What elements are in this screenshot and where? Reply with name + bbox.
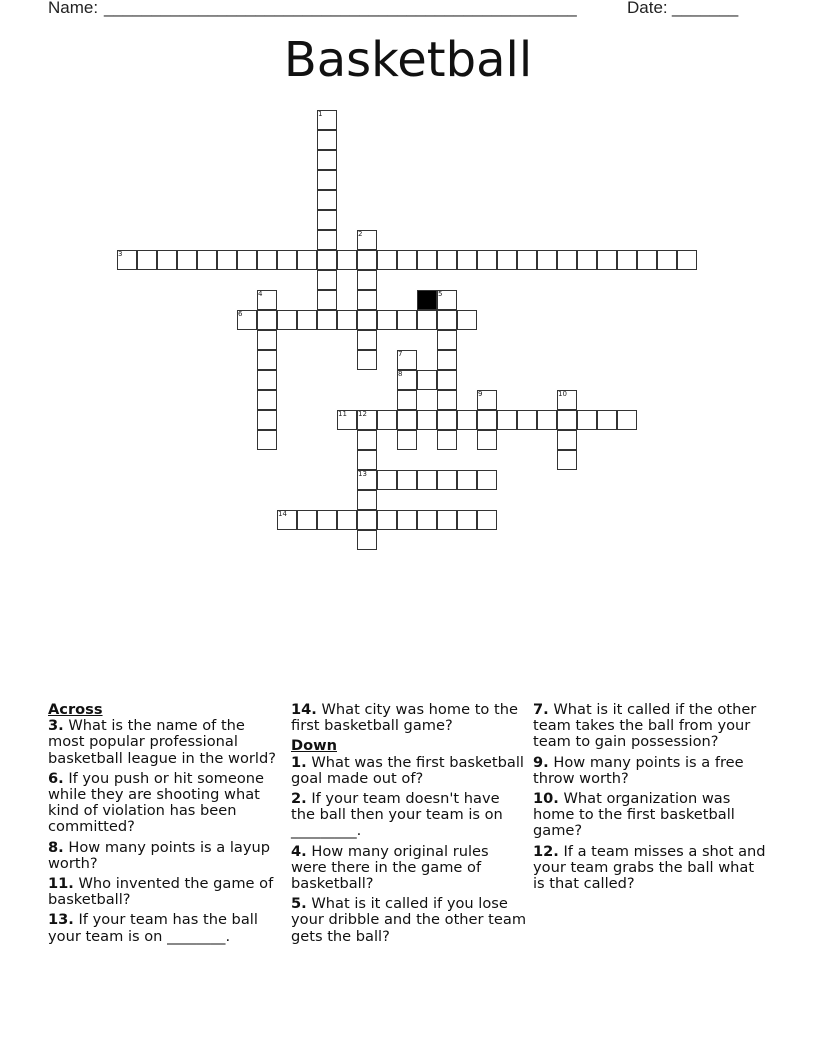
grid-cell[interactable] [357,430,377,450]
grid-cell[interactable] [557,250,577,270]
clue-item [291,702,527,734]
grid-cell[interactable] [257,430,277,450]
grid-cell[interactable] [337,310,357,330]
grid-cell[interactable] [537,410,557,430]
clue-text: If a team misses a shot and your team grabs the ball what is that called? [533,842,766,893]
grid-cell[interactable] [397,510,417,530]
grid-cell[interactable] [317,310,337,330]
grid-cell[interactable] [377,510,397,530]
grid-cell[interactable] [357,350,377,370]
grid-cell[interactable] [377,470,397,490]
date-label: Date: [627,0,668,17]
grid-cell[interactable] [657,250,677,270]
grid-cell[interactable] [397,430,417,450]
clue-text: If your team has the ball your team is on ________. [48,911,258,945]
grid-cell[interactable] [277,310,297,330]
grid-cell[interactable] [137,250,157,270]
grid-cell[interactable] [357,310,377,330]
grid-cell[interactable] [417,470,437,490]
grid-cell[interactable] [437,250,457,270]
clue-item [48,771,284,836]
grid-cell[interactable] [537,250,557,270]
grid-cell[interactable] [177,250,197,270]
date-blank-line[interactable]: _______ [672,0,739,17]
clue-number: 12. [533,842,559,860]
grid-cell[interactable] [357,250,377,270]
clue-number-label: 1 [318,110,323,118]
grid-cell[interactable] [457,250,477,270]
clues-column-2 [291,702,527,949]
clue-number-label: 4 [258,290,263,298]
grid-cell[interactable] [437,350,457,370]
grid-cell[interactable] [457,510,477,530]
clue-text: Who invented the game of basketball? [48,875,274,909]
clue-text: What is the name of the most popular professional basketball league in the world? [48,717,276,767]
grid-cell[interactable] [477,250,497,270]
clue-text: What is it called if you lose your dribble and the other team gets the ball? [291,895,527,945]
grid-cell[interactable] [337,510,357,530]
grid-cell[interactable] [497,250,517,270]
grid-cell[interactable] [437,310,457,330]
grid-cell[interactable] [417,370,437,390]
grid-cell[interactable] [357,270,377,290]
clue-text: If you push or hit someone while they are shooting what kind of violation has been committed? [48,769,264,836]
grid-cell[interactable] [357,490,377,510]
grid-cell[interactable] [257,410,277,430]
grid-cell[interactable] [237,250,257,270]
clue-number-label: 11 [338,410,347,418]
clue-item [533,755,769,787]
grid-cell[interactable] [257,370,277,390]
clue-text: What organization was home to the first basketball game? [533,790,735,840]
grid-cell[interactable] [377,410,397,430]
clue-item [533,702,769,751]
grid-cell[interactable] [417,510,437,530]
grid-cell[interactable] [557,410,577,430]
clue-item [533,844,769,893]
clue-number-label: 14 [278,510,287,518]
grid-cell-blocked [417,290,437,310]
grid-cell[interactable] [317,270,337,290]
grid-cell[interactable] [437,470,457,490]
grid-cell[interactable] [437,330,457,350]
grid-cell[interactable] [517,250,537,270]
grid-cell[interactable] [317,230,337,250]
grid-cell[interactable] [477,470,497,490]
clue-number-label: 7 [398,350,403,358]
grid-cell[interactable] [437,430,457,450]
clue-number: 8. [48,838,64,856]
grid-cell[interactable] [597,410,617,430]
grid-cell[interactable] [357,330,377,350]
clue-text: How many points is a layup worth? [48,838,270,872]
grid-cell[interactable] [317,130,337,150]
clue-item [533,791,769,840]
clue-number: 5. [291,895,307,913]
grid-cell[interactable] [397,470,417,490]
grid-cell[interactable] [317,510,337,530]
grid-cell[interactable] [257,390,277,410]
grid-cell[interactable] [357,290,377,310]
clues-column-1 [48,702,284,949]
grid-cell[interactable] [437,390,457,410]
grid-cell[interactable] [577,250,597,270]
grid-cell[interactable] [277,250,297,270]
grid-cell[interactable] [617,250,637,270]
grid-cell[interactable] [617,410,637,430]
clue-number-label: 9 [478,390,483,398]
grid-cell[interactable] [457,470,477,490]
grid-cell[interactable] [257,310,277,330]
grid-cell[interactable] [397,310,417,330]
grid-cell[interactable] [477,510,497,530]
grid-cell[interactable] [377,310,397,330]
name-label: Name: [48,0,99,17]
grid-cell[interactable] [257,330,277,350]
grid-cell[interactable] [417,250,437,270]
grid-cell[interactable] [677,250,697,270]
grid-cell[interactable] [417,410,437,430]
grid-cell[interactable] [317,190,337,210]
clue-number: 6. [48,769,64,787]
clue-item [291,791,527,840]
clue-number-label: 13 [358,470,367,478]
clue-text: How many original rules were there in the game of basketball? [291,842,489,893]
clue-number: 2. [291,790,307,808]
clue-item [48,718,284,767]
grid-cell[interactable] [477,430,497,450]
grid-cell[interactable] [577,410,597,430]
grid-cell[interactable] [557,430,577,450]
grid-cell[interactable] [397,410,417,430]
clue-item [48,912,284,944]
clue-number-label: 5 [438,290,443,298]
clue-number: 10. [533,790,559,808]
grid-cell[interactable] [257,350,277,370]
grid-cell[interactable] [297,510,317,530]
clue-number-label: 12 [358,410,367,418]
grid-cell[interactable] [417,310,437,330]
clue-number-label: 8 [398,370,403,378]
grid-cell[interactable] [337,250,357,270]
clue-number-label: 2 [358,230,363,238]
clue-item [48,840,284,872]
grid-cell[interactable] [497,410,517,430]
clue-text: How many points is a free throw worth? [533,753,744,787]
clue-section-heading: Across [48,701,103,718]
grid-cell[interactable] [437,370,457,390]
grid-cell[interactable] [637,250,657,270]
grid-cell[interactable] [317,290,337,310]
clue-number: 13. [48,911,74,929]
clue-item [291,755,527,787]
grid-cell[interactable] [457,310,477,330]
clue-number: 9. [533,753,549,771]
clue-item [48,876,284,908]
clue-number: 4. [291,842,307,860]
grid-cell[interactable] [317,150,337,170]
clue-number: 11. [48,875,74,893]
grid-cell[interactable] [557,450,577,470]
grid-cell[interactable] [317,210,337,230]
grid-cell[interactable] [457,410,477,430]
clue-number: 7. [533,701,549,718]
grid-cell[interactable] [357,530,377,550]
grid-cell[interactable] [437,510,457,530]
grid-cell[interactable] [597,250,617,270]
grid-cell[interactable] [217,250,237,270]
clue-number: 14. [291,701,317,718]
clue-section-heading: Down [291,737,338,755]
clue-number-label: 10 [558,390,567,398]
clue-number-label: 3 [118,250,123,258]
clue-text: If your team doesn't have the ball then your team is on _________. [291,790,503,840]
grid-cell[interactable] [257,250,277,270]
grid-cell[interactable] [297,310,317,330]
clue-item [291,896,527,945]
grid-cell[interactable] [157,250,177,270]
grid-cell[interactable] [197,250,217,270]
grid-cell[interactable] [297,250,317,270]
grid-cell[interactable] [437,410,457,430]
clue-text: What is it called if the other team takes the ball from your team to gain possession? [533,701,757,751]
grid-cell[interactable] [397,390,417,410]
clue-item [291,844,527,893]
clues-column-3 [533,702,769,896]
grid-cell[interactable] [377,250,397,270]
name-blank-line[interactable]: __________________________________________________ [104,0,577,17]
grid-cell[interactable] [397,250,417,270]
puzzle-title: Basketball [283,32,533,88]
clue-text: What city was home to the first basketball game? [291,701,518,735]
grid-cell[interactable] [317,170,337,190]
grid-cell[interactable] [477,410,497,430]
clue-number-label: 6 [238,310,243,318]
grid-cell[interactable] [357,450,377,470]
grid-cell[interactable] [357,510,377,530]
grid-cell[interactable] [517,410,537,430]
clue-number: 3. [48,717,64,735]
grid-cell[interactable] [317,250,337,270]
clue-text: What was the first basketball goal made out of? [291,753,524,787]
clue-number: 1. [291,753,307,771]
